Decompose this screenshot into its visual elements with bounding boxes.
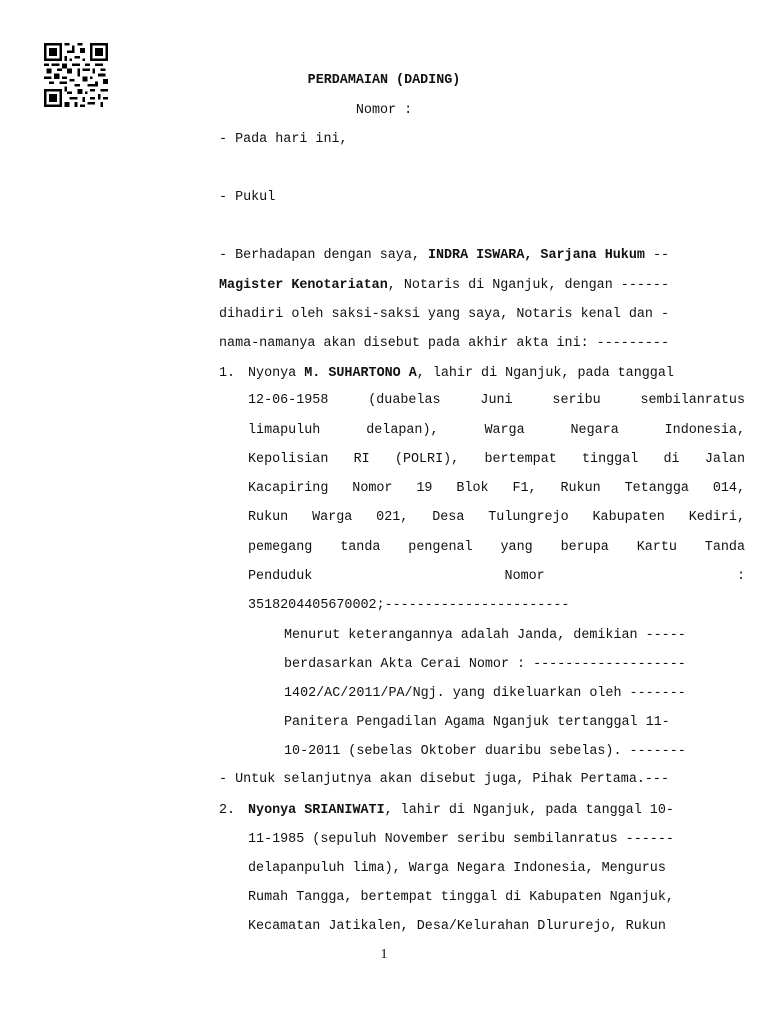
party1-status-line: 1402/AC/2011/PA/Ngj. yang dikeluarkan oleh -------	[284, 686, 686, 701]
party1-closing: - Untuk selanjutnya akan disebut juga, Pihak Pertama.---	[219, 772, 669, 787]
party2-first-line: Nyonya SRIANIWATI, lahir di Nganjuk, pada tanggal 10-	[248, 803, 674, 818]
party1-nik: 3518204405670002;-----------------------	[248, 598, 570, 613]
party1-line: Penduduk Nomor :	[248, 569, 745, 584]
party1-status-line: Panitera Pengadilan Agama Nganjuk tertanggal 11-	[284, 715, 670, 730]
intro-magister: Magister Kenotariatan, Notaris di Nganjuk, dengan ------	[219, 278, 669, 293]
party1-status-line: 10-2011 (sebelas Oktober duaribu sebelas). -------	[284, 744, 686, 759]
document-title: PERDAMAIAN (DADING)	[307, 73, 461, 88]
intro-pukul: - Pukul	[219, 190, 276, 205]
party1-line: Kepolisian RI (POLRI), bertempat tinggal di Jalan	[248, 452, 745, 467]
party1-line: pemegang tanda pengenal yang berupa Kartu Tanda	[248, 540, 745, 555]
party1-line: Rukun Warga 021, Desa Tulungrejo Kabupaten Kediri,	[248, 510, 745, 525]
party2-line: Rumah Tangga, bertempat tinggal di Kabupaten Nganjuk,	[248, 890, 674, 905]
party1-line: Kacapiring Nomor 19 Blok F1, Rukun Tetangga 014,	[248, 481, 745, 496]
document-number: Nomor :	[355, 103, 413, 118]
party1-status-line: berdasarkan Akta Cerai Nomor : -------------------	[284, 657, 686, 672]
intro-berhadapan: - Berhadapan dengan saya, INDRA ISWARA, Sarjana Hukum --	[219, 248, 670, 263]
party1-status-line: Menurut keterangannya adalah Janda, demikian -----	[284, 628, 686, 643]
party1-line: 12-06-1958 (duabelas Juni seribu sembilanratus	[248, 393, 745, 408]
intro-pada-hari: - Pada hari ini,	[219, 132, 348, 147]
party2-line: Kecamatan Jatikalen, Desa/Kelurahan Dlururejo, Rukun	[248, 919, 666, 934]
party1-first-line: Nyonya M. SUHARTONO A, lahir di Nganjuk, pada tanggal	[248, 366, 674, 381]
page-number: 1	[380, 947, 388, 962]
party1-line: limapuluh delapan), Warga Negara Indonesia,	[248, 423, 745, 438]
party2-line: 11-1985 (sepuluh November seribu sembilanratus ------	[248, 832, 674, 847]
party2-line: delapanpuluh lima), Warga Negara Indonesia, Mengurus	[248, 861, 666, 876]
intro-line-4: nama-namanya akan disebut pada akhir akta ini: ---------	[219, 336, 669, 351]
intro-line-3: dihadiri oleh saksi-saksi yang saya, Notaris kenal dan -	[219, 307, 669, 322]
party1-number: 1.	[219, 366, 236, 381]
party2-number: 2.	[219, 803, 236, 818]
